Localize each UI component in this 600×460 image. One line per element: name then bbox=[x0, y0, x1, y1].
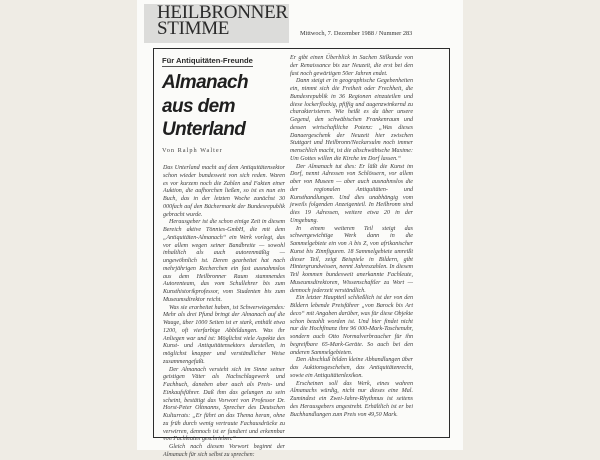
paragraph: Den Abschluß bilden kleine Abhandlungen über das Auktionsgeschehen, das Antiquitätenrecht, sowie ein Antiquitätenlexikon. bbox=[290, 357, 413, 379]
headline-line-1: Almanach bbox=[162, 72, 249, 93]
paragraph: Ein letzter Hauptteil schließlich ist der von den Bildern lebende Preisführer „von Barock bis Art deco“ mit Angaben darüber, was für diese Objekte schon bezahlt worden ist. Und hier findet nicht nur die Hochfinanz ihre 96 000-Mark-Taschenuhr, sondern auch Otto Normalverbraucher für ihn begreifbare 65-Mark-Geräte. So auch bei den anderen Sammelgebieten. bbox=[290, 295, 413, 356]
paragraph: Gleich nach diesem Vorwort beginnt der Almanach für sich selbst zu sprechen: bbox=[163, 444, 285, 458]
newspaper-masthead bbox=[157, 2, 288, 39]
article-headline bbox=[162, 71, 248, 142]
paragraph: Erscheinen soll das Werk, eines wahren Almanachs würdig, nicht nur dieses eine Mal. Zumindest ein Zwei-Jahre-Rhythmus ist seitens des Herausgebers angestrebt. Erhältlich ist er bei Buchhandlungen zum Preis von 49,50 Mark. bbox=[290, 380, 413, 418]
masthead-line-1: HEILBRONNER bbox=[157, 2, 288, 23]
dateline: Mittwoch, 7. Dezember 1988 / Nummer 283 bbox=[300, 30, 413, 37]
paragraph: In einem weiteren Teil steigt das schwergewichtige Werk dann in die Sammelgebiete ein von A bis Z, von afrikanischer Kunst bis Zinnfiguren. 18 Sammelgebiete umreißt dieser Teil, zeigt Beispiele in Bildern, gibt Hintergrundwissen, nennt Jahreszahlen. In diesem Teil kommen bundesweit anerkannte Fachleute, Museumsdirektoren, Wissenschaftler zu Wort — dennoch jederzeit verständlich. bbox=[290, 225, 413, 294]
paragraph: Herausgeber ist die schon einige Zeit in diesem Bereich aktive Tönnies-GmbH, die mit dem „Antiquitäten-Almanach“ ein Werk vorlegt, das vor allem wegen seiner Bandbreite — sowohl inhaltlich als auch autorenmäßig — ungewöhnlich ist. Deren gearbeitet hat nach mehrjährigen Recherchen ein fast ausnahmslos aus dem Heilbronner Raum stammendes Autorenteam, das vom Schullehrer bis zum Kunsthistorikprofessor, vom Studenten bis zum Museumsdirektor reicht. bbox=[163, 219, 285, 303]
article-byline: Von Ralph Walter bbox=[162, 147, 223, 154]
paragraph: Der Almanach tut dies: Er läßt die Kunst im Dorf, nennt Adressen von Schlössern, vor allem aber von Museen — aber auch ausnahmslos die der regionalen Antiquitäten- und Kunsthandlungen. Und dies unabhängig vom jeweils folgenden Anzeigenteil. In Heilbronn sind dies 19 Adressen, weitere etwa 20 in der Umgebung. bbox=[290, 163, 413, 224]
article-kicker: Für Antiquitäten-Freunde bbox=[162, 56, 253, 65]
paragraph: Was sie erarbeitet haben, ist Schwerwiegendes: Mehr als drei Pfund bringt der Almanach auf die Waage, über 1000 Seiten ist er stark, enthält etwa 1200, oft vierfarbige Abbildungen. Was ihr Anliegen war und ist: Möglichst viele Aspekte des Kunst- und Antiquitätensektors darstellen, in möglichst knapper und verständlicher Weise zusammengefaßt. bbox=[163, 304, 285, 365]
paragraph: Dann steigt er in geographische Gegebenheiten ein, nimmt sich die Freiheit oder Frechheit, die Bundesrepublik in 36 Regionen einzuteilen und diese lockerflockig, pfiffig und augenzwinkernd zu charakterisieren. Wie heißt es da über unsere Gegend, den schwäbischen Frankenraum und dessen wirtschaftliche Potenz: „Was dieses Danaergeschenk der Neuzeit hier zwischen Stuttgart und Heilbronn/Neckarsulm noch immer menschlich macht, ist die altschwäbische Maxime: Um Gottes willen die Kirche im Dorf lassen.“ bbox=[290, 78, 413, 162]
headline-line-3: Unterland bbox=[162, 119, 246, 140]
paragraph: Das Unterland macht auf dem Antiquitätensektor schon wieder bundesweit von sich reden. Waren es vor kurzem noch die Zahlen und Fakten einer Auktion, die aufhorchen ließen, so ist es nun ein Buch, das in der letzten Woche zunächst 30 000fach auf den Büchermarkt der Bundesrepublik gebracht wurde. bbox=[163, 165, 285, 218]
masthead-line-2: STIMME bbox=[157, 18, 230, 39]
headline-line-2: aus dem bbox=[162, 95, 235, 117]
article-column-right bbox=[290, 55, 413, 419]
article-column-left bbox=[163, 165, 285, 460]
paragraph: Der Almanach versteht sich im Sinne seiner geistigen Väter als Nachschlagewerk und Fachbuch, daneben aber auch als Preis- und Einkaufsführer. Daß ihm das gelungen zu sein scheint, bestätigt das Vorwort von Professor Dr. Horst-Peter Oltmanns, Sprecher des Deutschen Kulturrats: „Er führt an das Thema heran, ohne zu früh durch wenig vertraute Fachausdrücke zu verwirren, dennoch ist er fundiert und erkennbar von Fachleuten geschrieben.“ bbox=[163, 366, 285, 443]
paragraph: Er gibt einen Überblick in Sachen Stilkunde von der Renaissance bis zur Neuzeit, die erst bei den fast noch gewärtigen 50er Jahren endet. bbox=[290, 55, 413, 77]
